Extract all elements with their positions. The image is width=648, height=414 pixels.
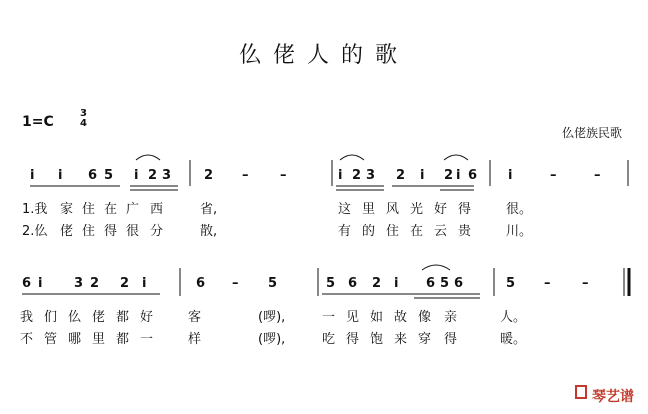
note: –	[232, 276, 239, 291]
note: 6	[348, 276, 358, 291]
note: 5	[506, 276, 516, 291]
note: –	[242, 168, 249, 183]
note: 2	[120, 276, 130, 291]
lyric: 一	[140, 332, 154, 347]
lyric: 有	[338, 224, 352, 239]
slur	[340, 155, 364, 160]
note: 3	[162, 168, 172, 183]
lyric: 来	[394, 332, 408, 347]
lyric: 一	[322, 310, 336, 325]
lyric: 人。	[500, 310, 527, 325]
lyric: 云	[434, 224, 448, 239]
note: 2	[444, 168, 454, 183]
lyric: 亲	[444, 310, 458, 325]
lyric: 住	[82, 202, 96, 217]
note: 5	[104, 168, 114, 183]
lyric: 散,	[200, 224, 218, 239]
note: –	[544, 276, 551, 291]
lyric: 不	[20, 332, 34, 347]
key-signature: 1=C	[22, 114, 54, 130]
lyric: 们	[44, 310, 58, 325]
lyric: 风	[386, 202, 400, 217]
lyric: 好	[434, 202, 448, 217]
lyric: 得	[346, 332, 360, 347]
lyric: 如	[370, 310, 384, 325]
lyric: 好	[140, 310, 154, 325]
note: 6	[22, 276, 32, 291]
lyric: (啰),	[258, 332, 286, 347]
lyric: 1.我	[22, 202, 48, 217]
lyric: 光	[410, 202, 424, 217]
lyric: 都	[116, 332, 130, 347]
slur	[444, 155, 468, 160]
lyric: 广	[126, 202, 140, 217]
note: 6	[426, 276, 436, 291]
note: –	[280, 168, 287, 183]
lyric: 省,	[200, 202, 218, 217]
lyric: 吃	[322, 332, 336, 347]
lyric: 川。	[506, 224, 533, 239]
note: 6	[196, 276, 206, 291]
note: –	[594, 168, 601, 183]
lyric: 贵	[458, 224, 472, 239]
note: i	[394, 276, 399, 291]
note: 2	[90, 276, 100, 291]
lyric: 得	[104, 224, 118, 239]
time-signature-bottom: 4	[80, 118, 87, 129]
lyric: 我	[20, 310, 34, 325]
note: 6	[454, 276, 464, 291]
note: i	[30, 168, 35, 183]
time-signature-top: 3	[80, 108, 87, 119]
note: 5	[326, 276, 336, 291]
song-source: 仫佬族民歌	[561, 126, 622, 140]
lyric: 在	[410, 224, 424, 239]
lyric: 住	[82, 224, 96, 239]
lyric: 住	[386, 224, 400, 239]
lyric: 暖。	[500, 332, 527, 347]
lyric: 故	[394, 310, 408, 325]
lyric: 佬	[92, 310, 106, 325]
note: i	[420, 168, 425, 183]
lyric: 的	[362, 224, 376, 239]
lyric: 管	[44, 332, 58, 347]
lyric: 西	[150, 202, 164, 217]
watermark-logo: 琴艺谱	[592, 389, 634, 405]
note: 2	[372, 276, 382, 291]
note: 3	[74, 276, 84, 291]
lyric: 得	[458, 202, 472, 217]
lyric: 穿	[418, 332, 432, 347]
lyric: (啰),	[258, 310, 286, 325]
logo-mark	[576, 386, 586, 398]
note: 5	[268, 276, 278, 291]
note: 2	[204, 168, 214, 183]
song-title: 仫佬人的歌	[238, 43, 409, 68]
note: 6	[468, 168, 478, 183]
lyric: 很	[126, 224, 140, 239]
note: i	[338, 168, 343, 183]
lyric: 得	[444, 332, 458, 347]
lyric: 客	[188, 310, 202, 325]
lyric: 很。	[506, 202, 533, 217]
note: i	[134, 168, 139, 183]
lyric: 里	[92, 332, 106, 347]
lyric: 在	[104, 202, 118, 217]
note: i	[38, 276, 43, 291]
note: 5	[440, 276, 450, 291]
note: 2	[352, 168, 362, 183]
lyric: 像	[418, 310, 432, 325]
note: i	[508, 168, 513, 183]
lyric: 哪	[68, 332, 82, 347]
lyric: 这	[338, 202, 352, 217]
note: i	[456, 168, 461, 183]
note: i	[142, 276, 147, 291]
lyric: 样	[188, 332, 202, 347]
slur	[136, 155, 160, 160]
slur	[422, 265, 450, 270]
note: –	[550, 168, 557, 183]
lyric: 佬	[60, 224, 74, 239]
lyric: 见	[346, 310, 360, 325]
lyric: 饱	[370, 332, 384, 347]
note: i	[58, 168, 63, 183]
note: 6	[88, 168, 98, 183]
lyric: 都	[116, 310, 130, 325]
lyric: 2.仫	[22, 224, 48, 239]
note: –	[582, 276, 589, 291]
lyric: 分	[150, 224, 164, 239]
lyric: 里	[362, 202, 376, 217]
note: 2	[396, 168, 406, 183]
note: 3	[366, 168, 376, 183]
lyric: 仫	[68, 310, 82, 325]
lyric: 家	[60, 202, 74, 217]
note: 2	[148, 168, 158, 183]
